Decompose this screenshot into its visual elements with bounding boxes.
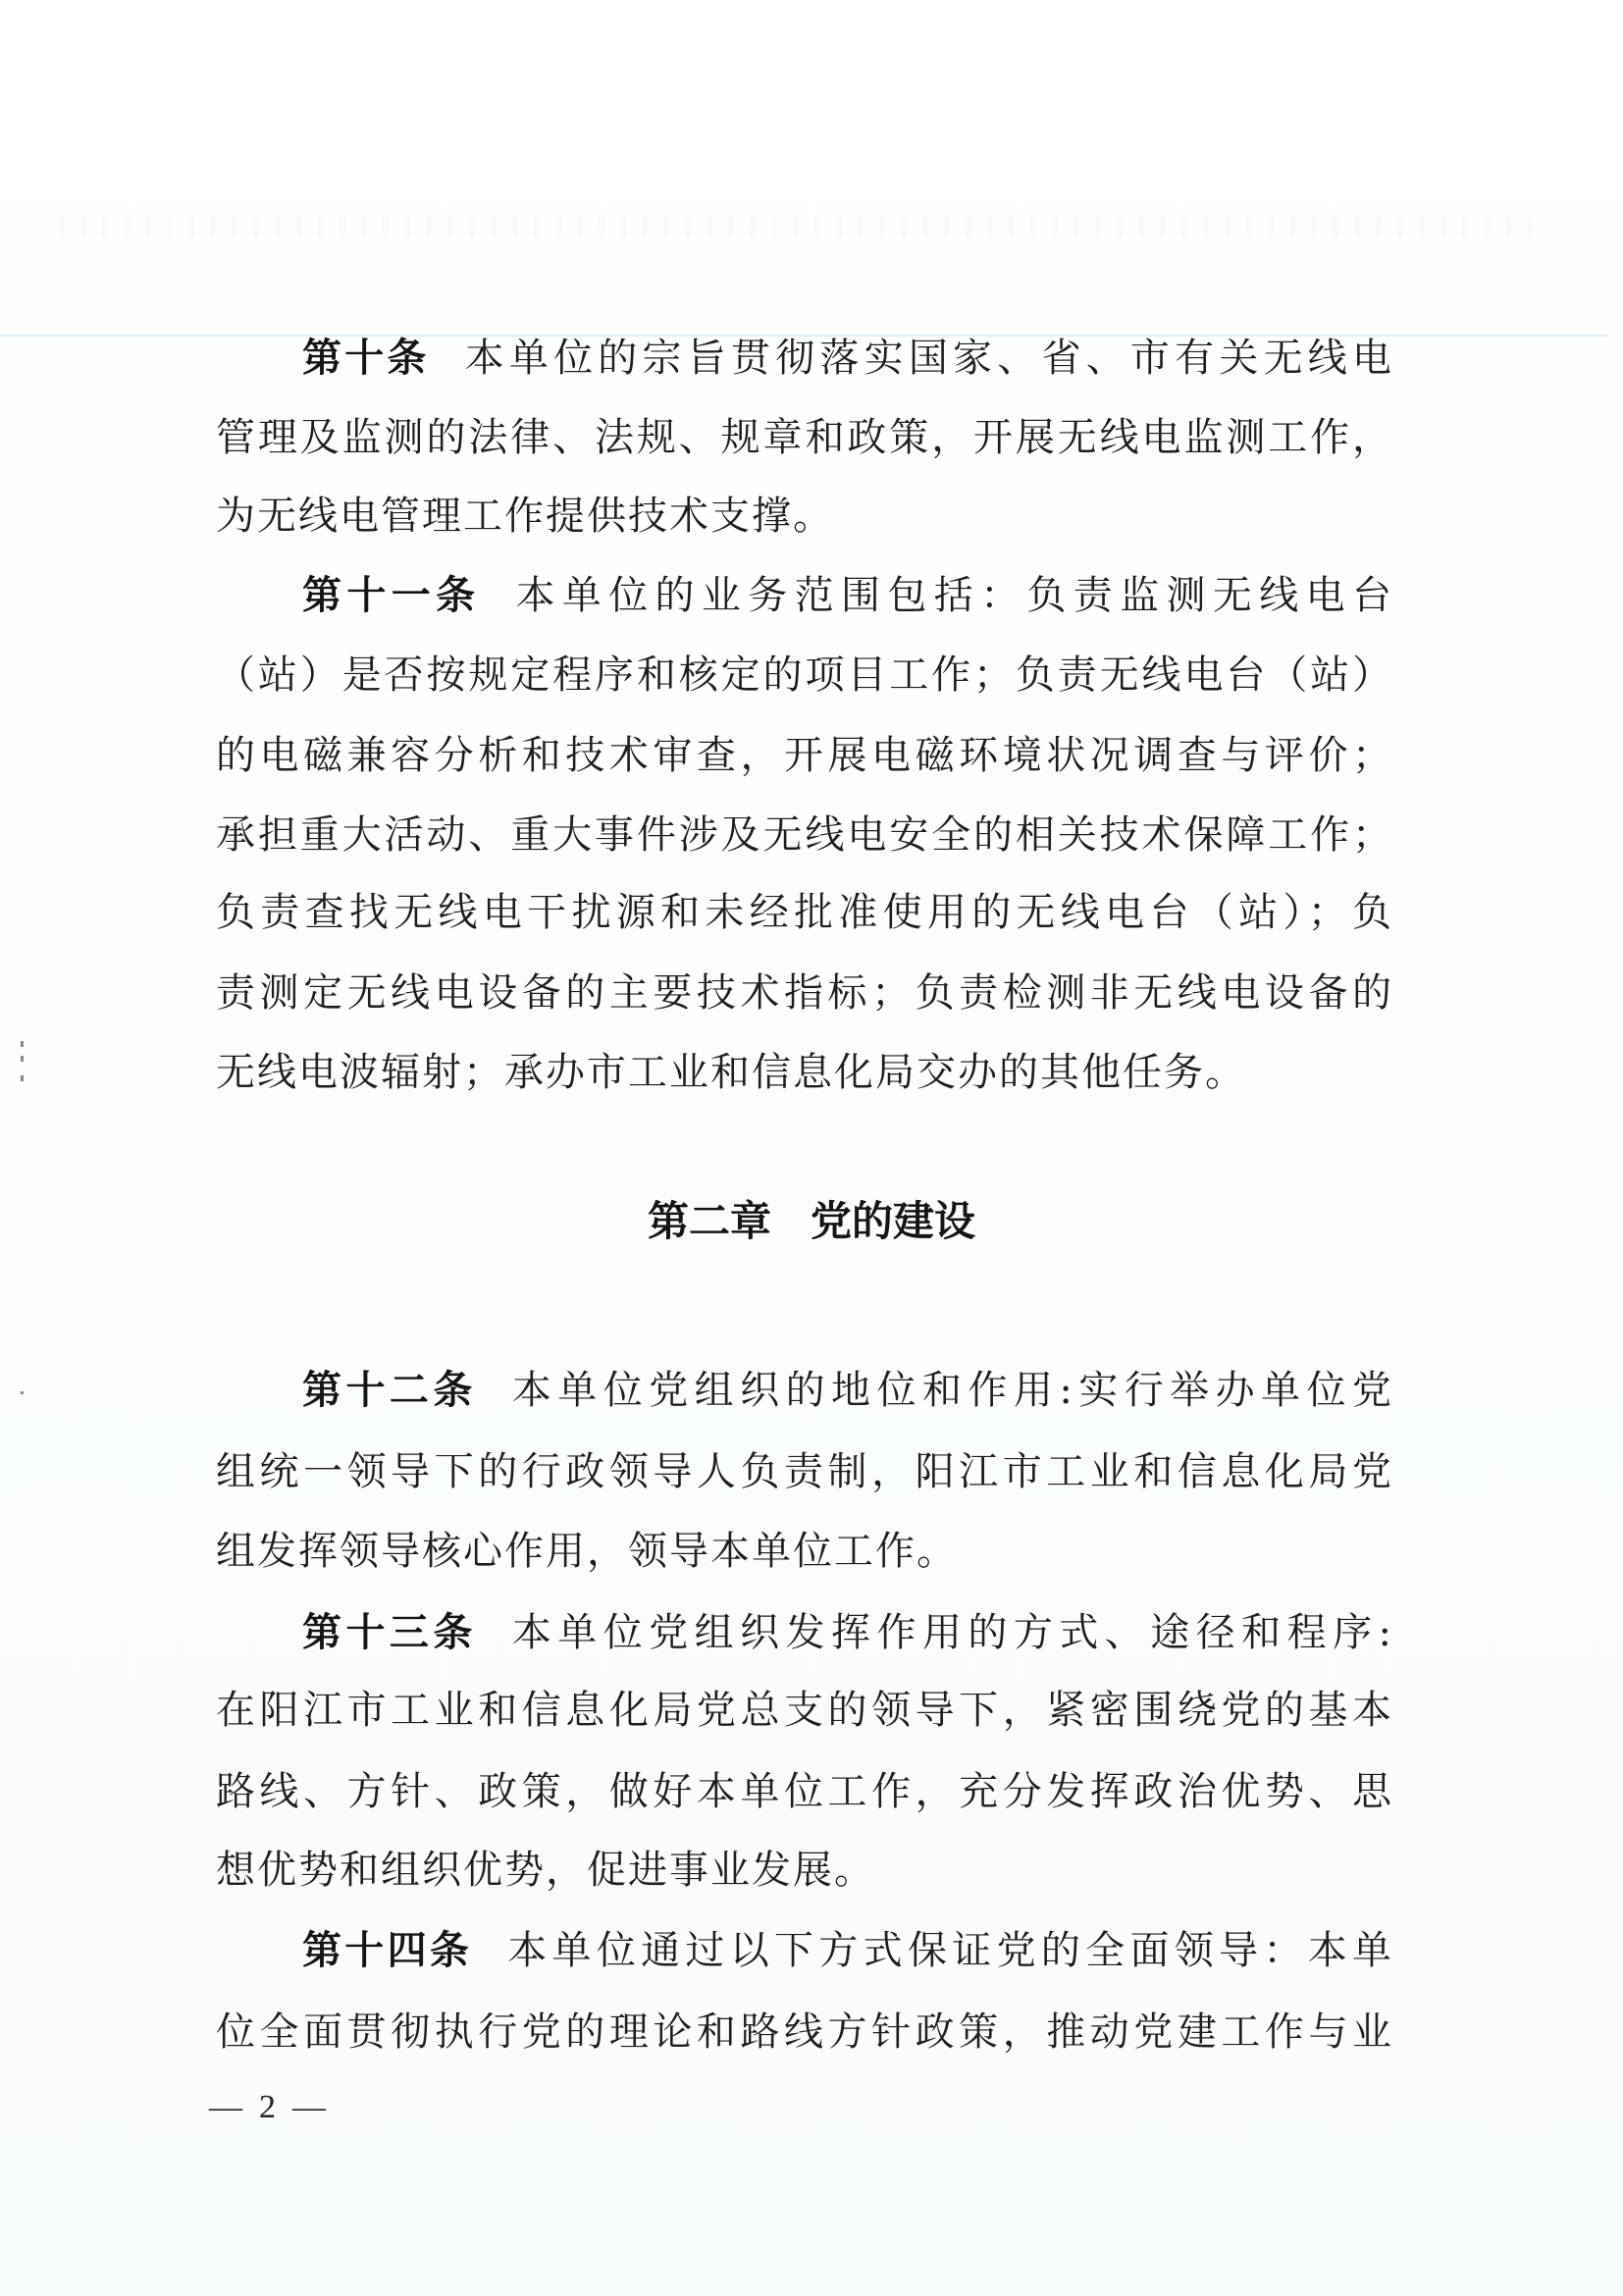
article-text: 承担重大活动、重大事件涉及无线电安全的相关技术保障工作； <box>216 812 1393 858</box>
article-12-line-1 <box>302 1367 1393 1414</box>
article-number: 第十四条 <box>302 1928 473 1973</box>
article-11-line-2 <box>216 652 1393 699</box>
article-text: 组发挥领导核心作用，领导本单位工作。 <box>216 1529 958 1574</box>
article-text: 为无线电管理工作提供技术支撑。 <box>216 494 834 539</box>
article-text: 位全面贯彻执行党的理论和路线方针政策，推动党建工作与业 <box>216 2009 1393 2055</box>
article-11-line-3 <box>216 732 1393 779</box>
article-text: 负责查找无线电干扰源和未经批准使用的无线电台（站）；负 <box>216 890 1393 935</box>
article-number: 第十一条 <box>302 573 481 618</box>
article-13-line-4 <box>216 1847 1393 1894</box>
article-10-line-3 <box>216 493 1393 540</box>
article-text: 无线电波辐射；承办市工业和信息化局交办的其他任务。 <box>216 1050 1246 1095</box>
chapter-number: 第二章 <box>647 1197 771 1245</box>
article-11-line-4 <box>216 811 1393 859</box>
article-number: 第十二条 <box>302 1368 477 1413</box>
scan-edge-mark <box>21 1041 24 1047</box>
scan-edge-mark <box>21 1075 24 1081</box>
article-text: 责测定无线电设备的主要技术指标；负责检测非无线电设备的 <box>216 970 1393 1016</box>
article-text: 的电磁兼容分析和技术审查，开展电磁环境状况调查与评价； <box>216 733 1393 778</box>
article-text: 本单位的宗旨贯彻落实国家、省、市有关无线电 <box>464 336 1394 381</box>
article-text: （站）是否按规定程序和核定的项目工作；负责无线电台（站） <box>216 652 1393 698</box>
article-text: 本单位党组织的地位和作用:实行举办单位党 <box>511 1368 1394 1413</box>
page-number: — 2 — <box>209 2089 326 2125</box>
article-13-line-3 <box>216 1768 1393 1815</box>
scan-edge-mark <box>21 1391 24 1394</box>
article-number: 第十三条 <box>302 1610 477 1655</box>
article-text: 本单位的业务范围包括：负责监测无线电台 <box>515 573 1394 618</box>
article-text: 管理及监测的法律、法规、规章和政策，开展无线电监测工作， <box>216 415 1393 460</box>
article-13-line-2 <box>216 1687 1393 1734</box>
article-text: 本单位通过以下方式保证党的全面领导：本单 <box>507 1928 1394 1973</box>
chapter-title: 党的建设 <box>811 1197 976 1245</box>
article-13-line-1 <box>302 1609 1393 1656</box>
article-10-line-2 <box>216 414 1393 461</box>
article-text: 在阳江市工业和信息化局党总支的领导下，紧密围绕党的基本 <box>216 1688 1393 1733</box>
article-10-line-1 <box>302 335 1393 382</box>
article-text: 本单位党组织发挥作用的方式、途径和程序: <box>511 1610 1394 1655</box>
article-14-line-2 <box>216 2009 1393 2056</box>
article-11-line-1 <box>302 572 1393 619</box>
chapter-heading <box>0 1197 1623 1246</box>
scan-bleed-through <box>59 216 1550 237</box>
article-number: 第十条 <box>302 336 430 381</box>
article-12-line-2 <box>216 1448 1393 1495</box>
article-text: 想优势和组织优势，促进事业发展。 <box>216 1848 875 1893</box>
article-text: 路线、方针、政策，做好本单位工作，充分发挥政治优势、思 <box>216 1769 1393 1814</box>
article-14-line-1 <box>302 1927 1393 1974</box>
article-11-line-6 <box>216 969 1393 1017</box>
article-11-line-7 <box>216 1049 1393 1096</box>
article-text: 组统一领导下的行政领导人负责制，阳江市工业和信息化局党 <box>216 1449 1393 1494</box>
scan-edge-mark <box>21 1056 24 1062</box>
article-11-line-5 <box>216 889 1393 936</box>
article-12-line-3 <box>216 1528 1393 1575</box>
